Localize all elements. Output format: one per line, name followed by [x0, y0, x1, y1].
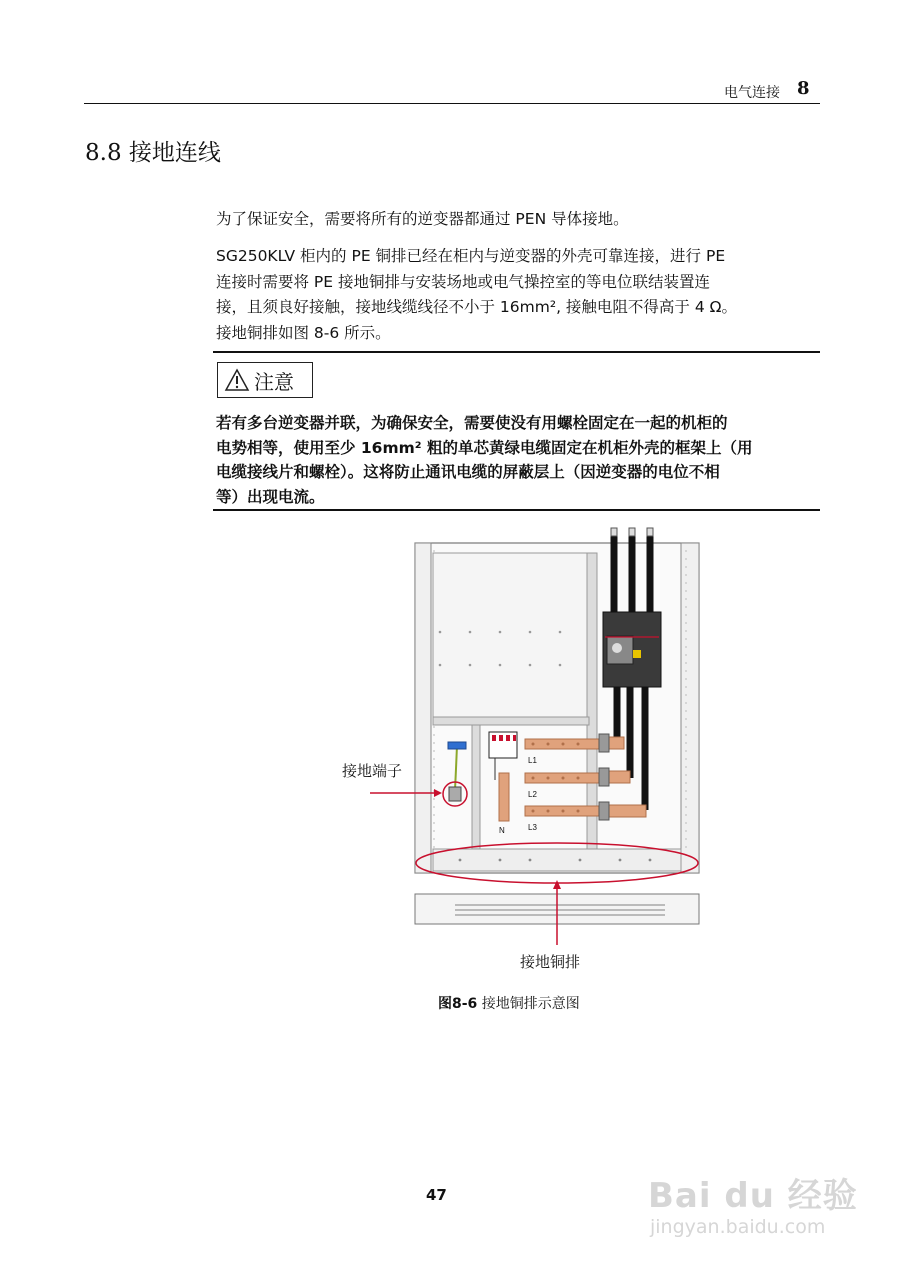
blue-clamp — [448, 742, 466, 749]
paragraph-1-text: 为了保证安全，需要将所有的逆变器都通过 PEN 导体接地。 — [216, 210, 629, 228]
watermark — [648, 1160, 858, 1250]
paragraph-2-line: 连接时需要将 PE 接地铜排与安装场地或电气操控室的等电位联结装置连 — [216, 272, 710, 291]
left-rail — [415, 543, 431, 873]
grounding-busbar-figure — [330, 520, 710, 980]
section-number: 8.8 — [85, 140, 122, 166]
busbar-label-n: N — [499, 826, 505, 835]
notice-label-box — [217, 362, 313, 398]
notice-line: 若有多台逆变器并联，为确保安全，需要使没有用螺栓固定在一起的机柜的 — [216, 414, 728, 432]
warning-triangle-icon — [224, 368, 250, 392]
figure-caption — [438, 993, 580, 1013]
notice-line: 电势相等，使用至少 16mm² 粗的单芯黄绿电缆固定在机柜外壳的框架上（用 — [216, 438, 753, 457]
figure-number: 图8-6 — [438, 996, 478, 1012]
notice-label: 注意 — [254, 369, 294, 394]
callout-ground-terminal: 接地端子 — [342, 762, 403, 780]
busbar-label-l1: L1 — [528, 756, 537, 765]
section-heading — [85, 134, 221, 167]
header-divider — [84, 103, 820, 104]
paragraph-2-line: 接，且须良好接触，接地线缆线径不小于 16mm², 接触电阻不得高于 4 Ω。 — [216, 298, 737, 316]
paragraph-2-line: SG250KLV 柜内的 PE 铜排已经在柜内与逆变器的外壳可靠连接，进行 PE — [216, 247, 726, 265]
section-title: 接地连线 — [128, 140, 221, 166]
chapter-title: 电气连接 — [724, 85, 780, 101]
paragraph-2-line: 接地铜排如图 8-6 所示。 — [216, 323, 391, 342]
paragraph-2 — [216, 244, 820, 346]
watermark-brand: Bai du 经验 — [648, 1176, 858, 1216]
notice-top-rule — [213, 351, 820, 353]
vertical-beam — [587, 553, 597, 849]
notice-line: 电缆接线片和螺栓）。这将防止通讯电缆的屏蔽层上（因逆变器的电位不相 — [216, 463, 720, 481]
watermark-url: jingyan.baidu.com — [650, 1216, 826, 1238]
right-rail — [681, 543, 699, 873]
chapter-number: 8 — [797, 78, 810, 99]
neutral-busbar — [499, 773, 509, 821]
notice-line: 等）出现电流。 — [216, 487, 325, 506]
ground-busbar — [433, 849, 681, 871]
upper-panel — [433, 553, 589, 717]
paragraph-1 — [216, 207, 820, 233]
ground-terminal — [449, 787, 461, 801]
notice-bottom-rule — [213, 509, 820, 511]
figure-caption-text: 接地铜排示意图 — [481, 996, 580, 1012]
busbar-label-l3: L3 — [528, 823, 537, 832]
busbar-label-l2: L2 — [528, 790, 537, 799]
crossbeam — [433, 717, 589, 725]
notice-text — [216, 411, 820, 509]
callout-ground-busbar: 接地铜排 — [520, 953, 581, 971]
page-number: 47 — [426, 1186, 447, 1204]
